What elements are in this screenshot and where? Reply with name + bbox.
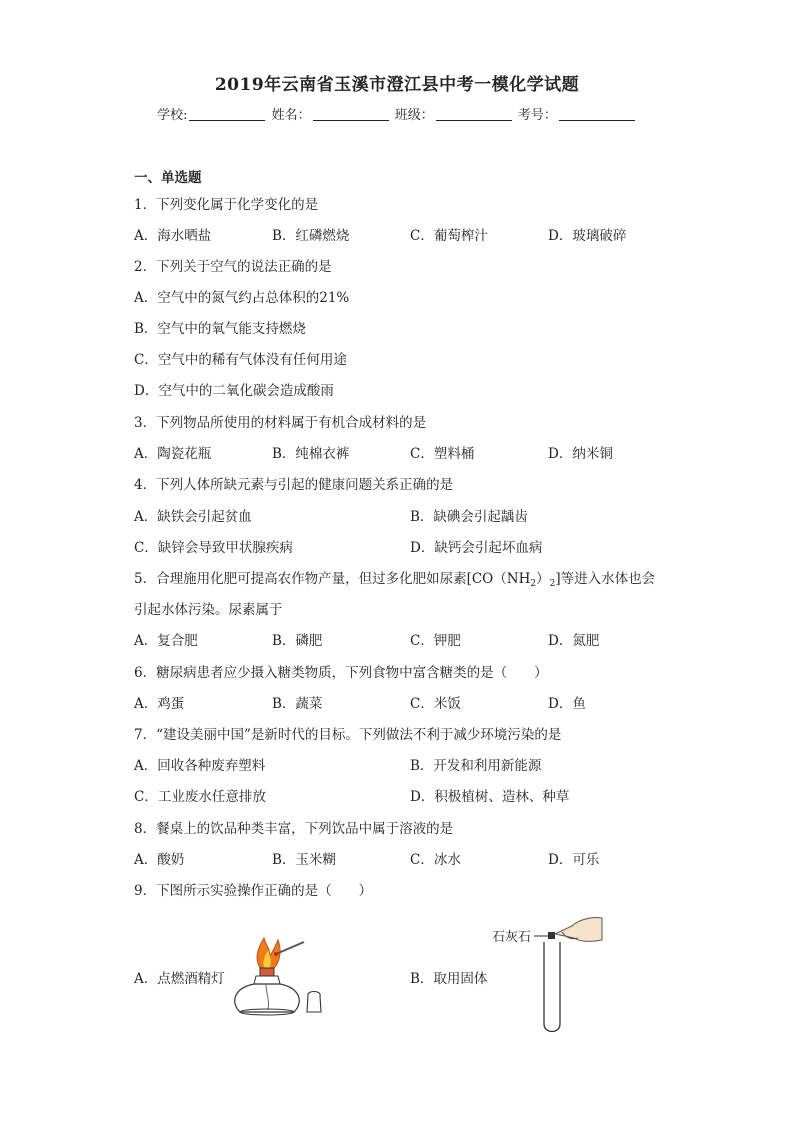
question-4-option-b: B．缺碘会引起龋齿 — [410, 509, 528, 525]
class-label: 班级： — [394, 108, 434, 123]
question-1-option-d: D．玻璃破碎 — [548, 228, 627, 244]
question-5-option-b: B．磷肥 — [272, 633, 323, 649]
school-label: 学校: — [157, 108, 188, 123]
question-9-stem: 9．下图所示实验操作正确的是（ ） — [134, 883, 373, 899]
question-8-option-a: A．酸奶 — [134, 852, 185, 868]
question-1-option-a: A．海水晒盐 — [134, 228, 212, 244]
question-4-option-a: A．缺铁会引起贫血 — [134, 509, 252, 525]
question-7-option-b: B．开发和利用新能源 — [410, 758, 542, 774]
question-6-option-a: A．鸡蛋 — [134, 696, 185, 712]
page-title: 2019年云南省玉溪市澄江县中考一模化学试题 — [214, 75, 580, 95]
question-4-option-c: C．缺锌会导致甲状腺疾病 — [134, 540, 293, 556]
question-7-option-d: D．积极植树、造林、种草 — [410, 789, 570, 805]
section-title: 一、单选题 — [134, 170, 202, 186]
question-5-stem-line-1: 5．合理施用化肥可提高农作物产量，但过多化肥如尿素$[CO(NH_2)_2]$等进入水体也会 — [134, 571, 656, 589]
question-6-option-c: C．米饭 — [410, 696, 461, 712]
question-6-option-b: B．蔬菜 — [272, 696, 323, 712]
question-1-stem: 1．下列变化属于化学变化的是 — [134, 197, 319, 213]
exam-number-blank[interactable] — [559, 107, 635, 121]
question-2-option-b: B．空气中的氧气能支持燃烧 — [134, 321, 306, 337]
question-8-stem: 8．餐桌上的饮品种类丰富，下列饮品中属于溶液的是 — [134, 821, 454, 837]
question-2-option-c: C．空气中的稀有气体没有任何用途 — [134, 352, 347, 368]
limestone-label: 石灰石 — [492, 930, 532, 945]
question-7-option-c: C．工业废水任意排放 — [134, 789, 266, 805]
question-9-option-a: A．点燃酒精灯 — [134, 971, 225, 987]
question-6-stem: 6．糖尿病患者应少摄入糖类物质，下列食物中富含糖类的是（ ） — [134, 665, 548, 681]
name-blank[interactable] — [313, 107, 389, 121]
class-blank[interactable] — [436, 107, 512, 121]
question-5-option-d: D．氮肥 — [548, 633, 600, 649]
question-3-option-d: D．纳米铜 — [548, 446, 613, 462]
school-blank[interactable] — [189, 107, 265, 121]
question-3-option-b: B．纯棉衣裤 — [272, 446, 350, 462]
test-tube-figure — [532, 912, 604, 1036]
question-1-option-b: B．红磷燃烧 — [272, 228, 350, 244]
question-3-option-a: A．陶瓷花瓶 — [134, 446, 212, 462]
alcohol-lamp-figure — [226, 930, 330, 1022]
question-3-stem: 3．下列物品所使用的材料属于有机合成材料的是 — [134, 415, 427, 431]
question-5-option-c: C．钾肥 — [410, 633, 461, 649]
question-5-stem-line-2: 引起水体污染。尿素属于 — [134, 602, 283, 618]
question-2-stem: 2．下列关于空气的说法正确的是 — [134, 259, 332, 275]
question-8-option-c: C．冰水 — [410, 852, 461, 868]
question-4-option-d: D．缺钙会引起坏血病 — [410, 540, 543, 556]
question-2-option-d: D．空气中的二氧化碳会造成酸雨 — [134, 383, 334, 399]
question-7-stem: 7．“建设美丽中国”是新时代的目标。下列做法不利于减少环境污染的是 — [134, 727, 562, 743]
question-8-option-b: B．玉米糊 — [272, 852, 336, 868]
question-2-option-a: A．空气中的氮气约占总体积的21% — [134, 290, 350, 306]
question-5-option-a: A．复合肥 — [134, 633, 198, 649]
name-label: 姓名： — [271, 108, 311, 123]
question-8-option-d: D．可乐 — [548, 852, 600, 868]
question-7-option-a: A．回收各种废弃塑料 — [134, 758, 266, 774]
question-4-stem: 4．下列人体所缺元素与引起的健康问题关系正确的是 — [134, 477, 454, 493]
question-3-option-c: C．塑料桶 — [410, 446, 475, 462]
question-9-option-b: B．取用固体 — [410, 971, 488, 987]
question-1-option-c: C．葡萄榨汁 — [410, 228, 488, 244]
question-6-option-d: D．鱼 — [548, 696, 586, 712]
exam-number-label: 考号： — [517, 108, 557, 123]
student-info-line — [0, 104, 794, 123]
